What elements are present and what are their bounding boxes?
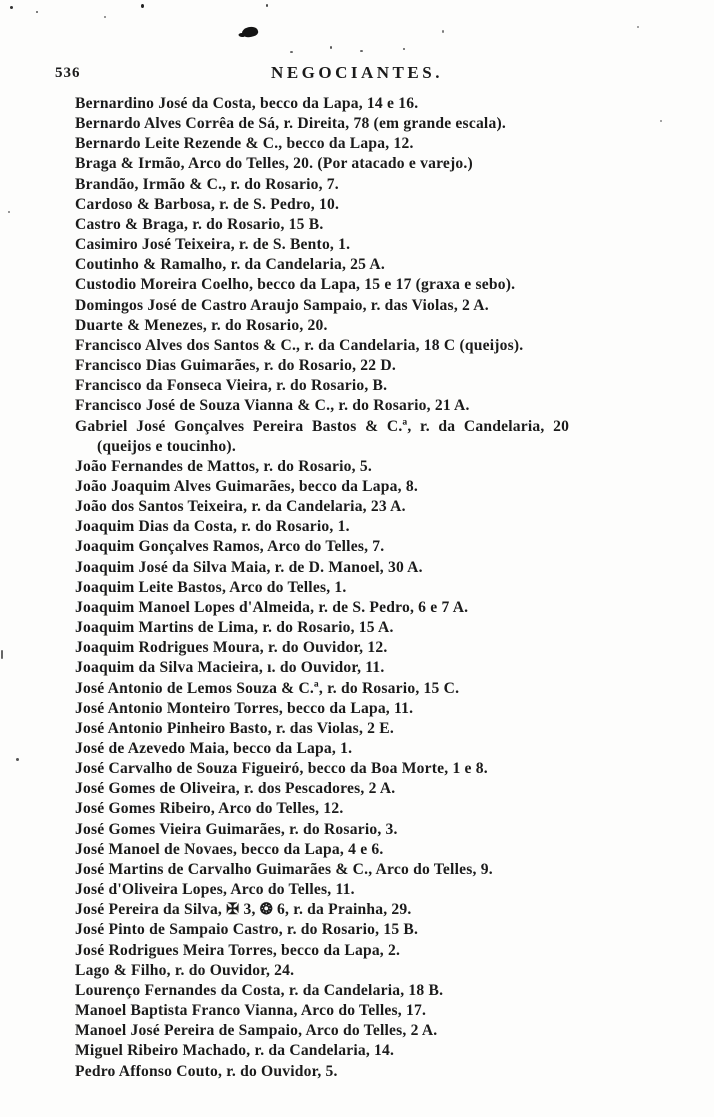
directory-entry: Manoel José Pereira de Sampaio, Arco do Telles, 2 A. (75, 1022, 438, 1040)
directory-entry: Joaquim Martins de Lima, r. do Rosario, 15 A. (75, 619, 394, 637)
directory-entry: Joaquim da Silva Macieira, ı. do Ouvidor, 11. (75, 659, 385, 677)
scan-speck (104, 16, 106, 18)
directory-entry: Francisco Alves dos Santos & C., r. da Candelaria, 18 C (queijos). (75, 336, 524, 354)
directory-entry: José Martins de Carvalho Guimarães & C., Arco do Telles, 9. (75, 860, 493, 878)
scan-speck (403, 48, 405, 50)
directory-entry: Manoel Baptista Franco Vianna, Arco do Telles, 17. (75, 1002, 427, 1020)
directory-entry: Coutinho & Ramalho, r. da Candelaria, 25 A. (75, 256, 385, 274)
directory-entry: Bernardo Leite Rezende & C., becco da Lapa, 12. (75, 135, 414, 153)
directory-entry: Francisco José de Souza Vianna & C., r. do Rosario, 21 A. (75, 397, 470, 415)
directory-entry: José Pinto de Sampaio Castro, r. do Rosario, 15 B. (75, 921, 419, 939)
directory-entry: José Antonio Monteiro Torres, becco da Lapa, 11. (75, 699, 414, 717)
directory-entry: João Joaquim Alves Guimarães, becco da Lapa, 8. (75, 477, 418, 495)
directory-entry: Bernardo Alves Corrêa de Sá, r. Direita, 78 (em grande escala). (75, 115, 506, 133)
page-number: 536 (55, 65, 81, 81)
scan-speck (141, 4, 144, 8)
directory-entry: Francisco da Fonseca Vieira, r. do Rosario, B. (75, 377, 388, 395)
directory-entry: José Antonio Pinheiro Basto, r. das Violas, 2 E. (75, 719, 394, 737)
directory-entry: Joaquim Leite Bastos, Arco do Telles, 1. (75, 578, 347, 596)
directory-entry: José Pereira da Silva, ✠ 3, ❂ 6, r. da Prainha, 29. (75, 901, 412, 919)
scan-speck (330, 46, 332, 49)
scan-speck (266, 4, 268, 7)
directory-entry: Castro & Braga, r. do Rosario, 15 B. (75, 215, 324, 233)
directory-entry: João Fernandes de Mattos, r. do Rosario, 5. (75, 457, 372, 475)
directory-entry: Cardoso & Barbosa, r. de S. Pedro, 10. (75, 195, 340, 213)
directory-entry: Joaquim Rodrigues Moura, r. do Ouvidor, 12. (75, 639, 388, 657)
directory-entry: Brandão, Irmão & C., r. do Rosario, 7. (75, 175, 339, 193)
scan-speck (660, 120, 662, 122)
directory-entry: José de Azevedo Maia, becco da Lapa, 1. (75, 740, 353, 757)
directory-entry: José Gomes de Oliveira, r. dos Pescadores, 2 A. (75, 780, 396, 798)
directory-entry: Casimiro José Teixeira, r. de S. Bento, 1. (75, 236, 351, 254)
directory-entry: José Rodrigues Meira Torres, becco da Lapa, 2. (75, 941, 401, 959)
scan-speck (637, 26, 639, 28)
directory-entry: Lourenço Fernandes da Costa, r. da Candelaria, 18 B. (75, 981, 444, 999)
scan-speck (36, 11, 38, 13)
ink-blot-fleuron-icon (241, 25, 259, 39)
directory-entry: Joaquim José da Silva Maia, r. de D. Manoel, 30 A. (75, 558, 423, 576)
directory-entry: Duarte & Menezes, r. do Rosario, 20. (75, 316, 328, 334)
scan-speck (442, 30, 444, 33)
page-header (55, 63, 659, 85)
directory-entry: Pedro Affonso Couto, r. do Ouvidor, 5. (75, 1062, 338, 1080)
directory-entry: José Antonio de Lemos Souza & C.ª, r. do Rosario, 15 C. (75, 679, 460, 697)
directory-entry: José Carvalho de Souza Figueiró, becco da Boa Morte, 1 e 8. (75, 760, 488, 778)
page-title: NEGOCIANTES. (271, 63, 443, 82)
scan-speck (290, 51, 293, 53)
directory-entry: José Manoel de Novaes, becco da Lapa, 4 e 6. (75, 840, 384, 858)
scan-speck (360, 50, 363, 52)
scan-speck (10, 6, 13, 9)
directory-entry: José d'Oliveira Lopes, Arco do Telles, 11. (75, 881, 355, 899)
directory-entry: João dos Santos Teixeira, r. da Candelaria, 23 A. (75, 498, 406, 516)
directory-entry: José Gomes Vieira Guimarães, r. do Rosario, 3. (75, 820, 398, 838)
directory-entry: Joaquim Gonçalves Ramos, Arco do Telles, 7. (75, 538, 385, 556)
entry-continuation: (queijos e toucinho). (97, 437, 236, 455)
directory-entry: Francisco Dias Guimarães, r. do Rosario, 22 D. (75, 357, 396, 375)
scan-speck (16, 758, 19, 761)
directory-entry: Braga & Irmão, Arco do Telles, 20. (Por atacado e varejo.) (75, 155, 473, 173)
directory-entry: Lago & Filho, r. do Ouvidor, 24. (75, 961, 295, 979)
directory-entry: Bernardino José da Costa, becco da Lapa, 14 e 16. (75, 95, 419, 112)
scan-speck (8, 211, 10, 213)
directory-entry: Domingos José de Castro Araujo Sampaio, r. das Violas, 2 A. (75, 296, 489, 314)
directory-entry: Joaquim Manoel Lopes d'Almeida, r. de S. Pedro, 6 e 7 A. (75, 598, 469, 616)
directory-entry: Gabriel José Gonçalves Pereira Bastos & C.ª, r. da Candelaria, 20 (queijos e toucinho). (75, 417, 653, 457)
scan-speck (1, 650, 3, 659)
directory-entry: Joaquim Dias da Costa, r. do Rosario, 1. (75, 518, 350, 536)
directory-entry: José Gomes Ribeiro, Arco do Telles, 12. (75, 800, 344, 818)
directory-entry: Custodio Moreira Coelho, becco da Lapa, 15 e 17 (graxa e sebo). (75, 276, 516, 294)
directory-entry: Miguel Ribeiro Machado, r. da Candelaria, 14. (75, 1042, 395, 1060)
merchant-directory-list (75, 94, 653, 1082)
